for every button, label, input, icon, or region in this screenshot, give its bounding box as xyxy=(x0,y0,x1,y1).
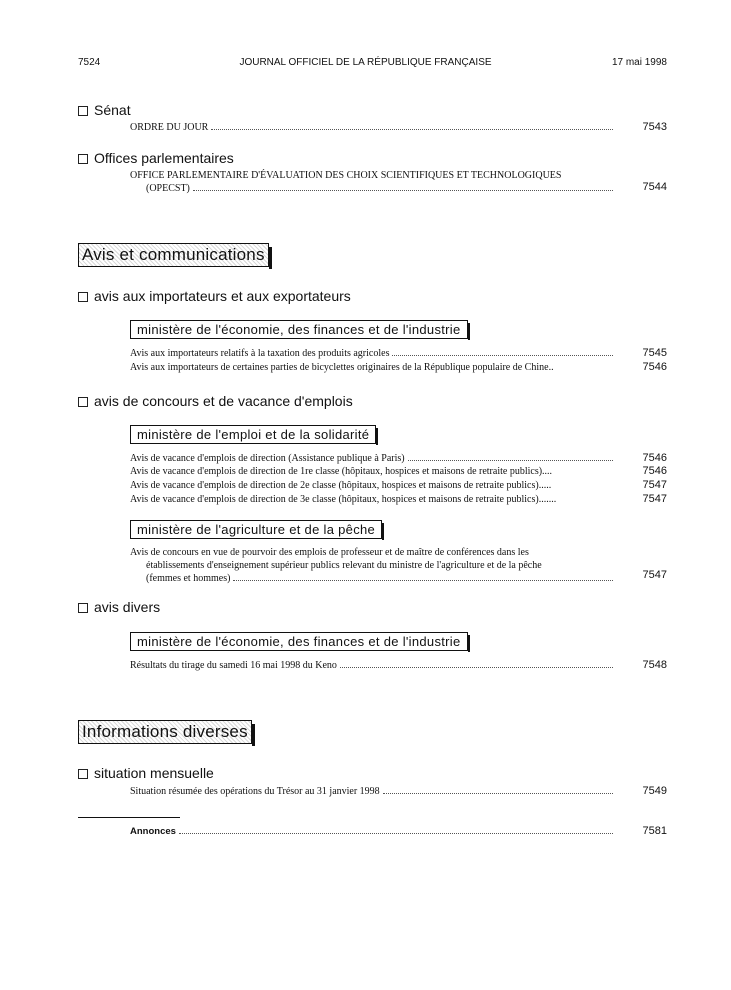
section-title-divers: avis divers xyxy=(94,599,161,615)
entry-text: OFFICE PARLEMENTAIRE D'ÉVALUATION DES CHOIX SCIENTIFIQUES ET TECHNOLOGIQUES xyxy=(130,170,562,181)
section-concours xyxy=(78,393,353,409)
annonces-label: Annonces xyxy=(130,826,176,837)
toc-entry[interactable] xyxy=(130,121,616,134)
toc-entry[interactable] xyxy=(130,825,616,838)
entry-text: Avis aux importateurs relatifs à la taxation des produits agricoles xyxy=(130,348,390,359)
toc-entry[interactable] xyxy=(130,546,616,585)
checkbox-icon xyxy=(78,154,88,164)
section-title-importateurs: avis aux importateurs et aux exportateurs xyxy=(94,288,351,304)
ministry-heading: ministère de l'économie, des finances et de l'industrie xyxy=(130,320,468,339)
toc-entry[interactable] xyxy=(130,347,616,360)
section-senat xyxy=(78,102,131,118)
entry-page: 7546 xyxy=(642,452,667,464)
toc-entry[interactable] xyxy=(130,479,616,492)
ministry-heading: ministère de l'emploi et de la solidarité xyxy=(130,425,376,444)
entry-text: Avis de concours en vue de pourvoir des emplois de professeur et de maître de conférences dans les xyxy=(130,547,529,558)
entry-text: Résultats du tirage du samedi 16 mai 1998 du Keno xyxy=(130,660,337,671)
section-importateurs xyxy=(78,288,351,304)
banner-avis-communications: Avis et communications xyxy=(78,243,269,267)
entry-page: 7546 xyxy=(642,361,667,373)
checkbox-icon xyxy=(78,603,88,613)
toc-entry[interactable] xyxy=(130,465,616,478)
entry-page: 7547 xyxy=(642,479,667,491)
separator-rule xyxy=(78,817,180,818)
toc-entry[interactable] xyxy=(130,169,616,195)
banner-informations-diverses: Informations diverses xyxy=(78,720,252,744)
entry-page: 7547 xyxy=(642,493,667,505)
toc-entry[interactable] xyxy=(130,452,616,465)
toc-entry[interactable] xyxy=(130,361,616,374)
entry-text: Avis de vacance d'emplois de direction (Assistance publique à Paris) xyxy=(130,453,405,464)
ministry-heading: ministère de l'agriculture et de la pêche xyxy=(130,520,382,539)
checkbox-icon xyxy=(78,292,88,302)
section-title-offices: Offices parlementaires xyxy=(94,150,234,166)
entry-page: 7544 xyxy=(642,181,667,193)
journal-title: JOURNAL OFFICIEL DE LA RÉPUBLIQUE FRANÇAISE xyxy=(239,57,492,68)
issue-date: 17 mai 1998 xyxy=(611,57,667,68)
section-title-situation: situation mensuelle xyxy=(94,765,214,781)
entry-text: (OPECST) xyxy=(146,183,190,194)
checkbox-icon xyxy=(78,769,88,779)
entry-text: Avis de vacance d'emplois de direction de 2e classe (hôpitaux, hospices et maisons de retraite publics)..... xyxy=(130,480,552,491)
entry-page: 7545 xyxy=(642,347,667,359)
section-title-senat: Sénat xyxy=(94,102,131,118)
entry-text: ORDRE DU JOUR xyxy=(130,122,209,133)
entry-page: 7549 xyxy=(642,785,667,797)
entry-page: 7548 xyxy=(642,659,667,671)
entry-text: établissements d'enseignement supérieur publics relevant du ministre de l'agriculture et de la pêche xyxy=(146,560,542,571)
toc-entry[interactable] xyxy=(130,659,616,672)
entry-text: Avis de vacance d'emplois de direction de 1re classe (hôpitaux, hospices et maisons de retraite publics).... xyxy=(130,466,553,477)
entry-page: 7543 xyxy=(642,121,667,133)
entry-text: (femmes et hommes) xyxy=(146,573,231,584)
entry-text: Avis de vacance d'emplois de direction de 3e classe (hôpitaux, hospices et maisons de retraite publics)....... xyxy=(130,494,557,505)
entry-page: 7546 xyxy=(642,465,667,477)
section-title-concours: avis de concours et de vacance d'emplois xyxy=(94,393,353,409)
section-offices xyxy=(78,150,234,166)
checkbox-icon xyxy=(78,397,88,407)
toc-entry[interactable] xyxy=(130,493,616,506)
ministry-heading: ministère de l'économie, des finances et de l'industrie xyxy=(130,632,468,651)
section-situation xyxy=(78,765,214,781)
entry-page: 7581 xyxy=(642,825,667,837)
page-number: 7524 xyxy=(78,57,101,68)
entry-text: Situation résumée des opérations du Trésor au 31 janvier 1998 xyxy=(130,786,380,797)
entry-text: Avis aux importateurs de certaines parties de bicyclettes originaires de la République populaire de Chine.. xyxy=(130,362,554,373)
toc-entry[interactable] xyxy=(130,785,616,798)
entry-page: 7547 xyxy=(642,569,667,581)
checkbox-icon xyxy=(78,106,88,116)
section-divers xyxy=(78,599,160,615)
